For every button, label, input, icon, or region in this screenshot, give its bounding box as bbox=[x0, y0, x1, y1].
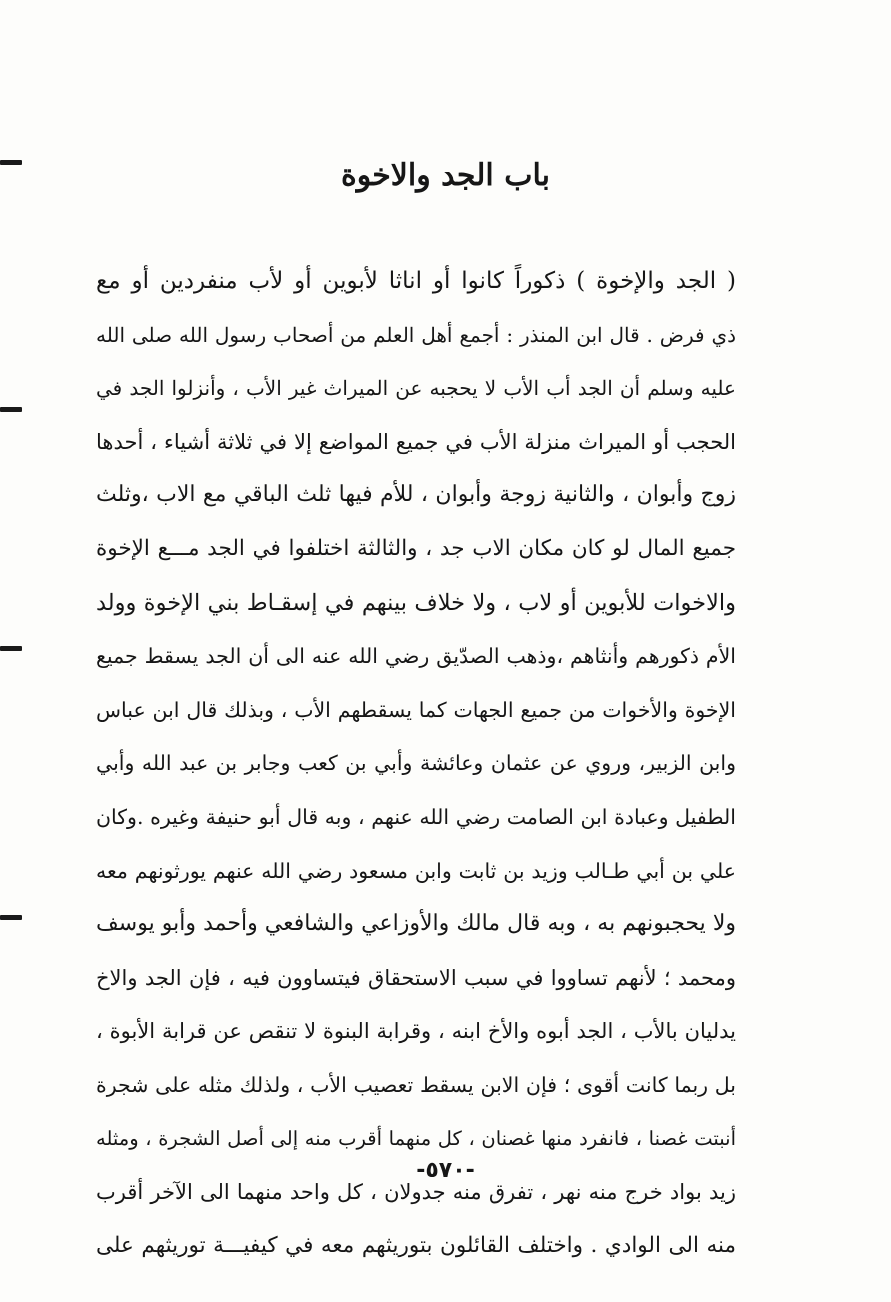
text-line: الأم ذكورهم وأنثاهم ،وذهب الصدّيق رضي الله عنه الى أن الجد يسقط جميع bbox=[96, 644, 736, 669]
text-line: والاخوات للأبوين أو لاب ، ولا خلاف بينهم في إسقـاط بني الإخوة وولد bbox=[96, 589, 736, 616]
text-line: زوج وأبوان ، والثانية زوجة وأبوان ، للأم فيها ثلث الباقي مع الاب ،وثلث bbox=[96, 482, 736, 508]
margin-mark bbox=[0, 915, 22, 920]
margin-mark bbox=[0, 646, 22, 651]
body-text bbox=[96, 258, 736, 1276]
text-line: الحجب أو الميراث منزلة الأب في جميع المواضع إلا في ثلاثة أشياء ، أحدها bbox=[96, 429, 736, 454]
text-line: يدليان بالأب ، الجد أبوه والأخ ابنه ، وقرابة البنوة لا تنقص عن قرابة الأبوة ، bbox=[96, 1019, 736, 1044]
margin-mark bbox=[0, 407, 22, 412]
text-line: ذي فرض . قال ابن المنذر : أجمع أهل العلم من أصحاب رسول الله صلى الله bbox=[96, 322, 736, 347]
chapter-heading: باب الجد والاخوة bbox=[341, 158, 550, 193]
text-line: وابن الزبير، وروي عن عثمان وعائشة وأبي بن كعب وجابر بن عبد الله وأبي bbox=[96, 751, 736, 776]
text-line: منه الى الوادي . واختلف القائلون بتوريثهم معه في كيفيـــة توريثهم على bbox=[96, 1232, 736, 1258]
text-line: زيد بواد خرج منه نهر ، تفرق منه جدولان ، كل واحد منهما الى الآخر أقرب bbox=[96, 1180, 736, 1205]
text-line: عليه وسلم أن الجد أب الأب لا يحجبه عن الميراث غير الأب ، وأنزلوا الجد في bbox=[96, 376, 736, 401]
text-line: الإخوة والأخوات من جميع الجهات كما يسقطهم الأب ، وبذلك قال ابن عباس bbox=[96, 697, 736, 722]
text-line: ( الجد والإخوة ) ذكوراً كانوا أو اناثا لأبوين أو لأب منفردين أو مع bbox=[96, 268, 736, 294]
text-line: ومحمد ؛ لأنهم تساووا في سبب الاستحقاق فيتساوون فيه ، فإن الجد والاخ bbox=[96, 965, 736, 990]
text-line: علي بن أبي طـالب وزيد بن ثابت وابن مسعود رضي الله عنهم يورثونهم معه bbox=[96, 858, 736, 883]
text-line: الطفيل وعبادة ابن الصامت رضي الله عنهم ، وبه قال أبو حنيفة وغيره .وكان bbox=[96, 804, 736, 829]
text-line: ولا يحجبونهم به ، وبه قال مالك والأوزاعي والشافعي وأحمد وأبو يوسف bbox=[96, 911, 736, 937]
text-line: جميع المال لو كان مكان الاب جد ، والثالثة اختلفوا في الجد مـــع الإخوة bbox=[96, 535, 736, 561]
page-number: -٥٧٠- bbox=[416, 1158, 475, 1183]
text-line: بل ربما كانت أقوى ؛ فإن الابن يسقط تعصيب الأب ، ولذلك مثله على شجرة bbox=[96, 1072, 736, 1097]
text-line: أنبتت غصنا ، فانفرد منها غصنان ، كل منهما أقرب منه إلى أصل الشجرة ، ومثله bbox=[96, 1126, 736, 1150]
